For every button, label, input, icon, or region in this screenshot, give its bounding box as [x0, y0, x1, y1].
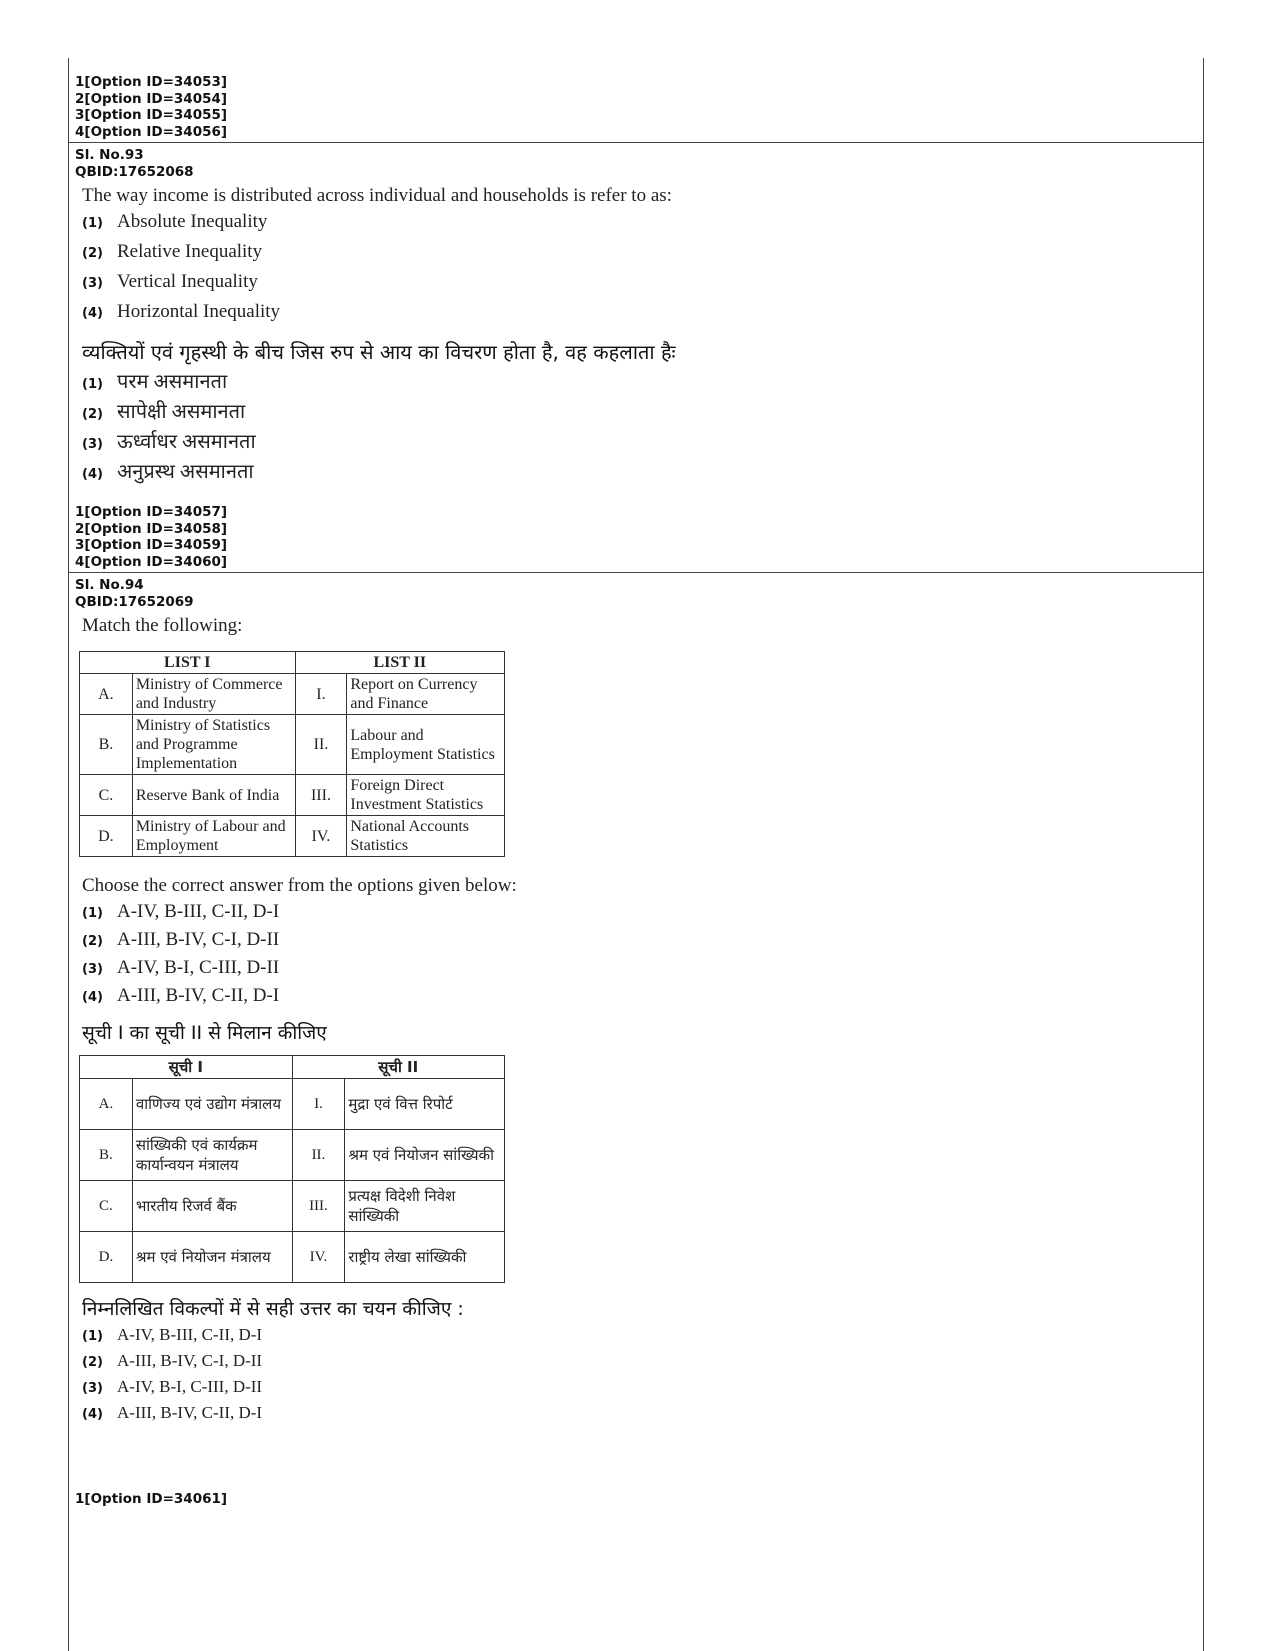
- options-en: [69, 211, 1203, 331]
- question-text-en: The way income is distributed across individual and households is refer to as:: [82, 185, 672, 206]
- table-row: C. Reserve Bank of India III. Foreign Direct Investment Statistics: [80, 775, 505, 816]
- match-table-hi: [79, 1055, 505, 1283]
- options-en: [69, 901, 1203, 1013]
- table-row: D. Ministry of Labour and Employment IV. National Accounts Statistics: [80, 816, 505, 857]
- qbid: QBID:17652068: [75, 163, 194, 180]
- prev-option-ids: [69, 74, 1203, 140]
- option-item: (4) A-III, B-IV, C-II, D-I: [82, 1403, 263, 1422]
- option-id: 1[Option ID=34061]: [75, 1491, 228, 1507]
- option-item: (4) अनुप्रस्थ असमानता: [82, 461, 254, 483]
- qbid: QBID:17652069: [75, 593, 194, 610]
- choose-text-hi: निम्नलिखित विकल्पों में से सही उत्तर का चयन कीजिए :: [82, 1298, 464, 1320]
- option-item: (1) A-IV, B-III, C-II, D-I: [82, 901, 280, 922]
- table-row: A. वाणिज्य एवं उद्योग मंत्रालय I. मुद्रा एवं वित्त रिपोर्ट: [80, 1079, 505, 1130]
- question-text-hi: सूची I का सूची II से मिलान कीजिए: [82, 1022, 327, 1044]
- option-item: (1) A-IV, B-III, C-II, D-I: [82, 1325, 263, 1344]
- option-id: 1[Option ID=34053]: [75, 74, 228, 90]
- option-item: (3) Vertical Inequality: [82, 271, 258, 292]
- question-text-hi: व्यक्तियों एवं गृहस्थी के बीच जिस रुप से आय का विचरण होता है, वह कहलाता हैः: [82, 340, 676, 364]
- option-item: (2) Relative Inequality: [82, 241, 263, 262]
- option-item: (3) ऊर्ध्वाधर असमानता: [82, 431, 256, 453]
- list-header: सूची II: [292, 1056, 505, 1079]
- table-row: D. श्रम एवं नियोजन मंत्रालय IV. राष्ट्रीय लेखा सांख्यिकी: [80, 1232, 505, 1283]
- option-item: (1) परम असमानता: [82, 371, 228, 393]
- option-item: (1) Absolute Inequality: [82, 211, 268, 232]
- option-id: 4[Option ID=34060]: [75, 553, 228, 570]
- option-id: 3[Option ID=34055]: [75, 107, 228, 123]
- list-header: सूची I: [80, 1056, 293, 1079]
- question-94: [69, 577, 1203, 1429]
- option-item: (3) A-IV, B-I, C-III, D-II: [82, 1377, 263, 1396]
- table-row: A. Ministry of Commerce and Industry I. Report on Currency and Finance: [80, 674, 505, 715]
- match-table-en: [79, 651, 505, 857]
- option-item: (2) A-III, B-IV, C-I, D-II: [82, 1351, 263, 1370]
- choose-text-en: Choose the correct answer from the options given below:: [82, 875, 517, 896]
- table-row: B. Ministry of Statistics and Programme Implementation II. Labour and Employment Statistics: [80, 715, 505, 775]
- option-id: 1[Option ID=34057]: [75, 504, 228, 520]
- options-hi: [69, 1325, 1203, 1429]
- list-header: LIST I: [80, 652, 296, 674]
- options-hi: [69, 367, 1203, 487]
- separator: [69, 572, 1203, 573]
- serial-number: Sl. No.94: [75, 577, 144, 593]
- option-item: (2) सापेक्षी असमानता: [82, 401, 246, 423]
- question-93: [69, 147, 1203, 487]
- list-header: LIST II: [295, 652, 504, 674]
- serial-number: Sl. No.93: [75, 147, 144, 163]
- table-row: C. भारतीय रिजर्व बैंक III. प्रत्यक्ष विदेशी निवेश सांख्यिकी: [80, 1181, 505, 1232]
- option-item: (2) A-III, B-IV, C-I, D-II: [82, 929, 280, 950]
- option-item: (4) Horizontal Inequality: [82, 301, 281, 322]
- option-item: (3) A-IV, B-I, C-III, D-II: [82, 957, 280, 978]
- option-item: (4) A-III, B-IV, C-II, D-I: [82, 985, 280, 1006]
- option-id: 4[Option ID=34056]: [75, 123, 228, 140]
- question-paper-frame: [68, 58, 1204, 1651]
- option-ids-94: [69, 1491, 1203, 1508]
- option-id: 2[Option ID=34054]: [75, 90, 228, 107]
- option-ids-93: [69, 504, 1203, 570]
- table-row: B. सांख्यिकी एवं कार्यक्रम कार्यान्वयन मंत्रालय II. श्रम एवं नियोजन सांख्यिकी: [80, 1130, 505, 1181]
- option-id: 3[Option ID=34059]: [75, 537, 228, 553]
- option-id: 2[Option ID=34058]: [75, 520, 228, 537]
- question-text-en: Match the following:: [82, 615, 243, 636]
- separator: [69, 142, 1203, 143]
